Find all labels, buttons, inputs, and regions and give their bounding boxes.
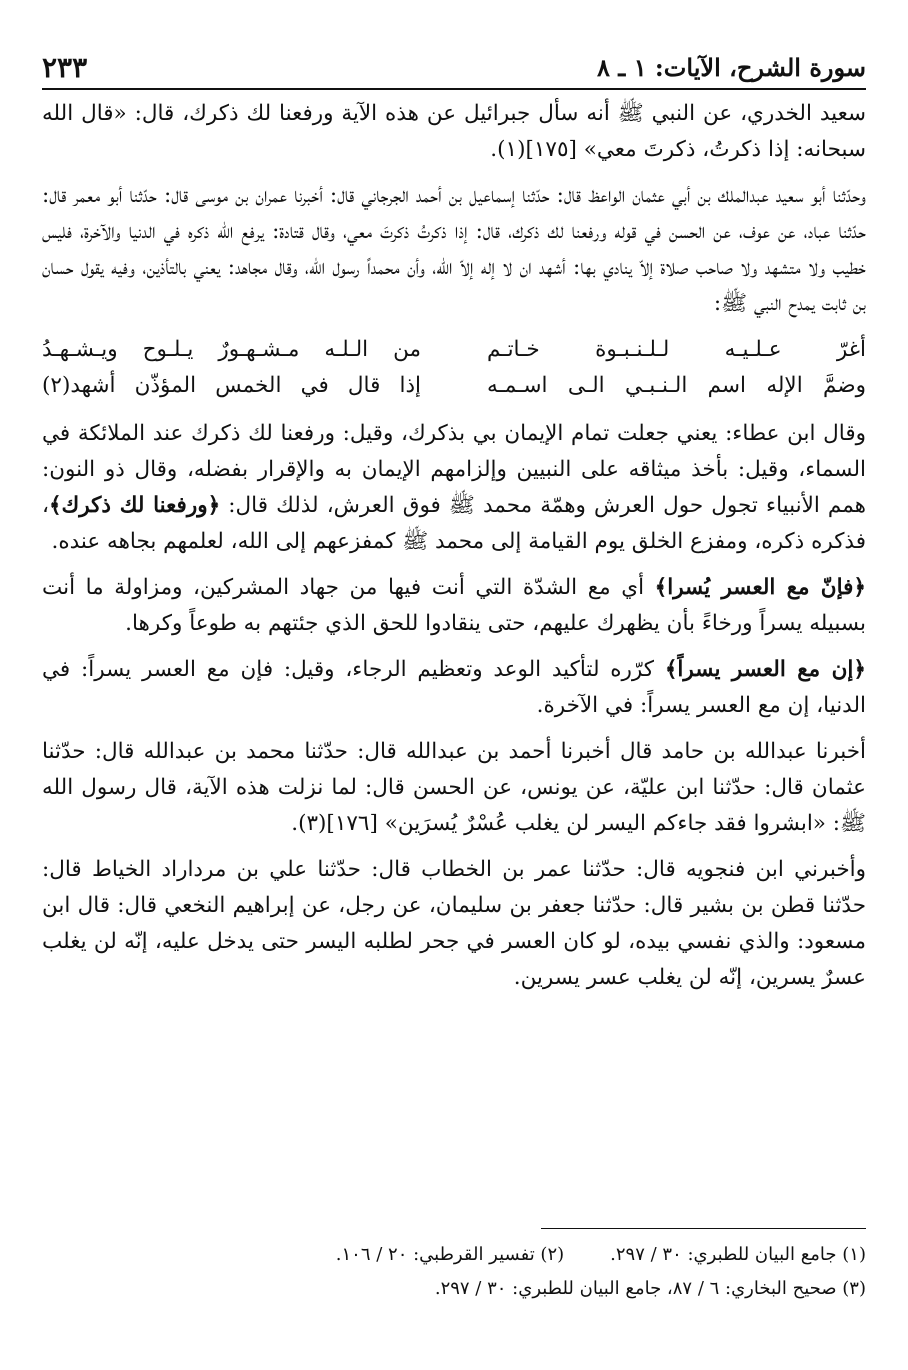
- paragraph-ibn-fanjawayh: وأخبرني ابن فنجويه قال: حدّثنا عمر بن الخطاب قال: حدّثنا علي بن مرداراد الخياط قال: حدّثنا قطن بن بشير قال: حدّثنا جعفر بن سليمان، عن رجل، عن إبراهيم النخعي قال: قال ابن مسعود: والذي نفسي بيده، لو كان العسر في جحر لطلبه اليسر حتى يدخل عليه، إنّه لن يغلب عسرٌ يسرين، إنّه لن يغلب عسر يسرين.: [42, 857, 866, 990]
- footnote-divider: [541, 1228, 866, 1229]
- poem-verse: [42, 368, 866, 404]
- paragraph-fainna: [42, 570, 866, 642]
- footnote-2: (٢) تفسير القرطبي: ٢٠ / ١٠٦.: [335, 1244, 565, 1265]
- running-header: [42, 40, 866, 90]
- quran-quote: ﴿فإنّ مع العسر يُسرا﴾: [654, 575, 866, 600]
- chapter-title: سورة الشرح، الآيات: ١ ـ ٨: [597, 53, 866, 82]
- paragraph-ibn-ataa: [42, 416, 866, 560]
- paragraph-ibn-hamid: أخبرنا عبدالله بن حامد قال أخبرنا أحمد بن عبدالله قال: حدّثنا محمد بن عبدالله قال: حدّثنا عثمان قال: حدّثنا ابن عليّة، عن يونس، عن الحسن قال: لما نزلت هذه الآية، قال رسول الله ﷺ: «ابشروا فقد جاءكم اليسر لن يغلب عُسْرٌ يُسرَين» [١٧٦](٣).: [42, 739, 866, 836]
- quran-quote: ﴿إن مع العسر يسراً﴾: [664, 657, 866, 682]
- page-number: ٢٣٣: [42, 51, 88, 84]
- paragraph-text: كرّره لتأكيد الوعد وتعظيم الرجاء، وقيل: فإن مع العسر يسراً: في الدنيا، إن مع العسر يسراً: في الآخرة.: [42, 657, 866, 718]
- paragraph-text: وقال ابن عطاء: يعني جعلت تمام الإيمان بي بذكرك، وقيل: ورفعنا لك ذكرك عند الملائكة في السماء، وقيل: بأخذ ميثاقه على النبيين وإلزامهم الإيمان به والإقرار بفضله، وقال ذو النون: همم الأنبياء تجول حول العرش وهمّة محمد ﷺ فوق العرش، لذلك قال:: [42, 421, 866, 518]
- verse-first-hemistich: أغرّ عـلـيـه لـلـنـبـوة خـاتـم: [486, 337, 866, 362]
- verse-second-hemistich: إذا قال في الخمس المؤذّن أشهد(٢): [42, 373, 422, 398]
- paragraph-text: أي مع الشدّة التي أنت فيها من جهاد المشركين، ومزاولة ما أنت بسبيله يسراً ورخاءً بأن يظهرك عليهم، حتى ينقادوا للحق الذي جئتهم به طوعاً وكرها.: [42, 575, 866, 636]
- footnote-row: [42, 1238, 866, 1272]
- footnotes: [42, 1238, 866, 1306]
- poem-verse: [42, 332, 866, 368]
- paragraph-text: ، فذكره ذكره، ومفزع الخلق يوم القيامة إلى محمد ﷺ كمفزعهم إلى الله، لعلمهم بجاهه عنده.: [42, 493, 866, 554]
- main-text: [42, 96, 866, 1006]
- footnote-3: (٣) صحيح البخاري: ٦ / ٨٧، جامع البيان للطبري: ٣٠ / ٢٩٧.: [434, 1278, 866, 1299]
- verse-first-hemistich: وضمَّ الإله اسم الـنـبـي الـى اسـمـه: [486, 373, 866, 398]
- footnote-row: [42, 1272, 866, 1306]
- paragraph-hadith-khudri: سعيد الخدري، عن النبي ﷺ أنه سأل جبرائيل عن هذه الآية ورفعنا لك ذكرك، قال: «قال الله سبحانه: إذا ذكرتُ، ذكرتَ معي» [١٧٥](١).: [42, 101, 866, 162]
- paragraph-inna: [42, 652, 866, 724]
- poem-verses: [42, 332, 866, 404]
- verse-second-hemistich: من الـلـه مـشـهـورٌ يـلـوح ويـشـهـدُ: [42, 337, 422, 362]
- paragraph-hasan-qatada: وحدّثنا أبو سعيد عبدالملك بن أبي عثمان الواعظ قال: حدّثنا إسماعيل بن أحمد الجرجاني قال: أخبرنا عمران بن موسى قال: حدّثنا أبو معمر قال: حدّثنا عباد، عن عوف، عن الحسن في قوله ورفعنا لك ذكرك، قال: إذا ذكرتُ ذكرتَ معي، وقال قتادة: يرفع الله ذكره في الدنيا والآخرة، فليس خطيب ولا متشهد ولا صاحب صلاة إلاّ ينادي بها: أشهد ان لا إله إلاّ الله، وأن محمداً رسول الله، وقال مجاهد: يعني بالتأذين، وفيه يقول حسان بن ثابت يمدح النبي ﷺ:: [42, 183, 866, 316]
- quran-quote: ﴿ورفعنا لك ذكرك﴾: [48, 493, 221, 518]
- footnote-1: (١) جامع البيان للطبري: ٣٠ / ٢٩٧.: [610, 1244, 866, 1265]
